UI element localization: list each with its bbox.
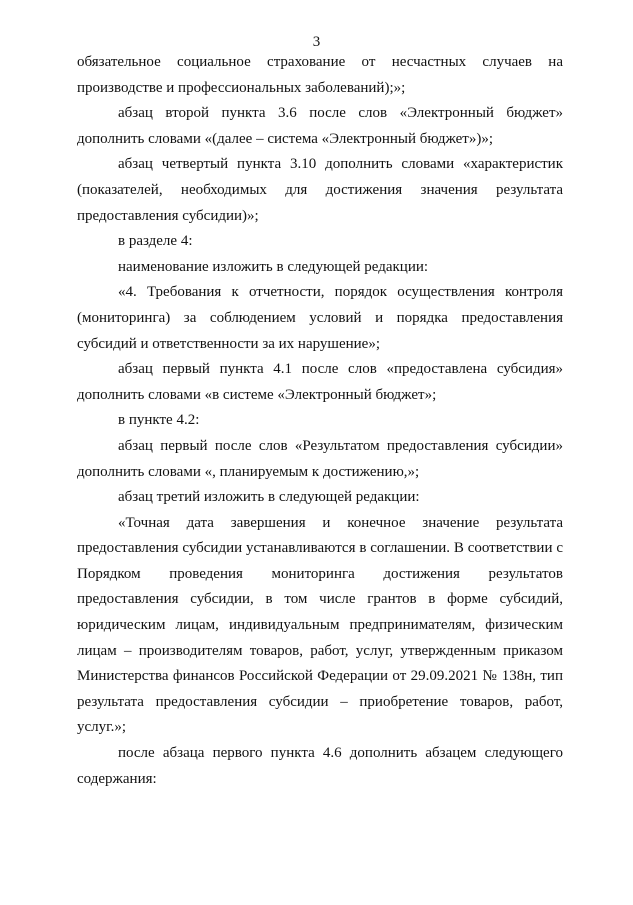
paragraph: «4. Требования к отчетности, порядок осуществления контроля (мониторинга) за соблюдением условий и порядка предоставления субсидий и ответственности за их нарушение»; <box>77 284 563 352</box>
paragraph: абзац первый пункта 4.1 после слов «предоставлена субсидия» дополнить словами «в системе «Электронный бюджет»; <box>77 361 563 403</box>
paragraph: абзац третий изложить в следующей редакции: <box>118 489 420 506</box>
paragraph: «Точная дата завершения и конечное значение результата предоставления субсидии устанавливаются в соглашении. В соответствии с Порядком проведения мониторинга достижения результатов предоставления субсидии, в том числе грантов в форме субсидий, юридическим лицам, индивидуальным предпринимателям, физическим лицам – производителям товаров, работ, услуг, утвержденным приказом Министерства финансов Российской Федерации от 29.09.2021 № 138н, тип результата предоставления субсидии – приобретение товаров, работ, услуг.»; <box>77 514 563 736</box>
page-number: 3 <box>312 34 321 50</box>
paragraph: абзац четвертый пункта 3.10 дополнить словами «характеристик (показателей, необходимых для достижения значения результата предоставления субсидии)»; <box>77 156 563 224</box>
paragraph: наименование изложить в следующей редакции: <box>118 258 429 275</box>
paragraph: после абзаца первого пункта 4.6 дополнить абзацем следующего содержания: <box>77 745 563 787</box>
paragraph: в разделе 4: <box>118 233 193 250</box>
document-body <box>77 50 563 792</box>
paragraph: абзац первый после слов «Результатом предоставления субсидии» дополнить словами «, планируемым к достижению,»; <box>77 437 563 480</box>
paragraph: абзац второй пункта 3.6 после слов «Электронный бюджет» дополнить словами «(далее – система «Электронный бюджет»)»; <box>77 105 563 147</box>
paragraph: в пункте 4.2: <box>118 412 200 429</box>
paragraph: обязательное социальное страхование от несчастных случаев на производстве и профессиональных заболеваний);»; <box>77 54 563 96</box>
